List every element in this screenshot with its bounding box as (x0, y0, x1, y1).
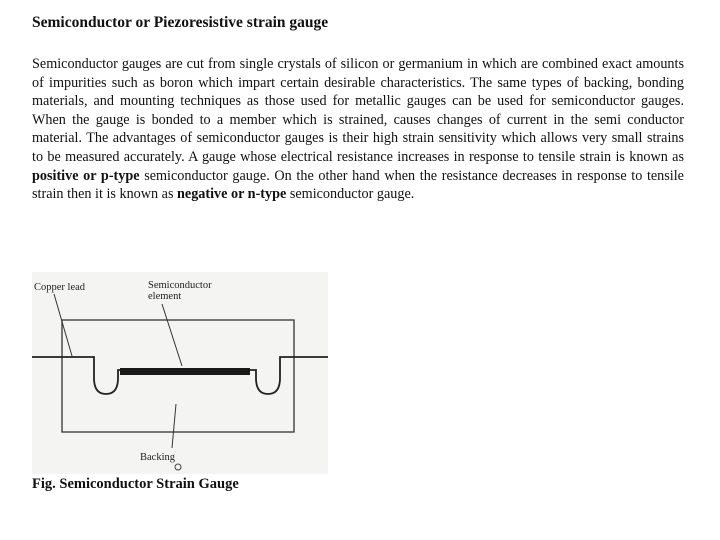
paragraph-text-part-2: semiconductor gauge. On the other hand when the resistance decreases in response to tensile strain then it is known as (32, 167, 684, 203)
semiconductor-element-label-line1: Semiconductor (148, 280, 212, 291)
backing-label: Backing (140, 452, 175, 463)
positive-type-term: positive or p-type (32, 167, 140, 184)
strain-gauge-figure (32, 272, 328, 474)
copper-lead-label: Copper lead (34, 282, 86, 293)
section-heading: Semiconductor or Piezoresistive strain gauge (32, 14, 329, 31)
strain-gauge-diagram (32, 272, 328, 474)
negative-type-term: negative or n-type (177, 186, 287, 203)
figure-caption: Fig. Semiconductor Strain Gauge (32, 476, 239, 492)
semiconductor-element-label (148, 280, 212, 302)
semiconductor-element (120, 368, 250, 375)
paragraph-text-part-1: Semiconductor gauges are cut from single crystals of silicon or germanium in which are combined exact amounts of impurities such as boron which impart certain desirable characteristics. The same types of backing, bonding materials, and mounting techniques as those used for metallic gauges can be used for semiconductor gauges. When the gauge is bonded to a member which is strained, causes changes of current in the semi conductor material. The advantages of semiconductor gauges is their high strain sensitivity which allows very small strains to be measured accurately. A gauge whose electrical resistance increases in response to tensile strain is known as (32, 56, 684, 165)
semiconductor-element-label-line2: element (148, 291, 182, 302)
body-paragraph (32, 55, 684, 204)
paragraph-text-part-3: semiconductor gauge. (286, 186, 415, 203)
